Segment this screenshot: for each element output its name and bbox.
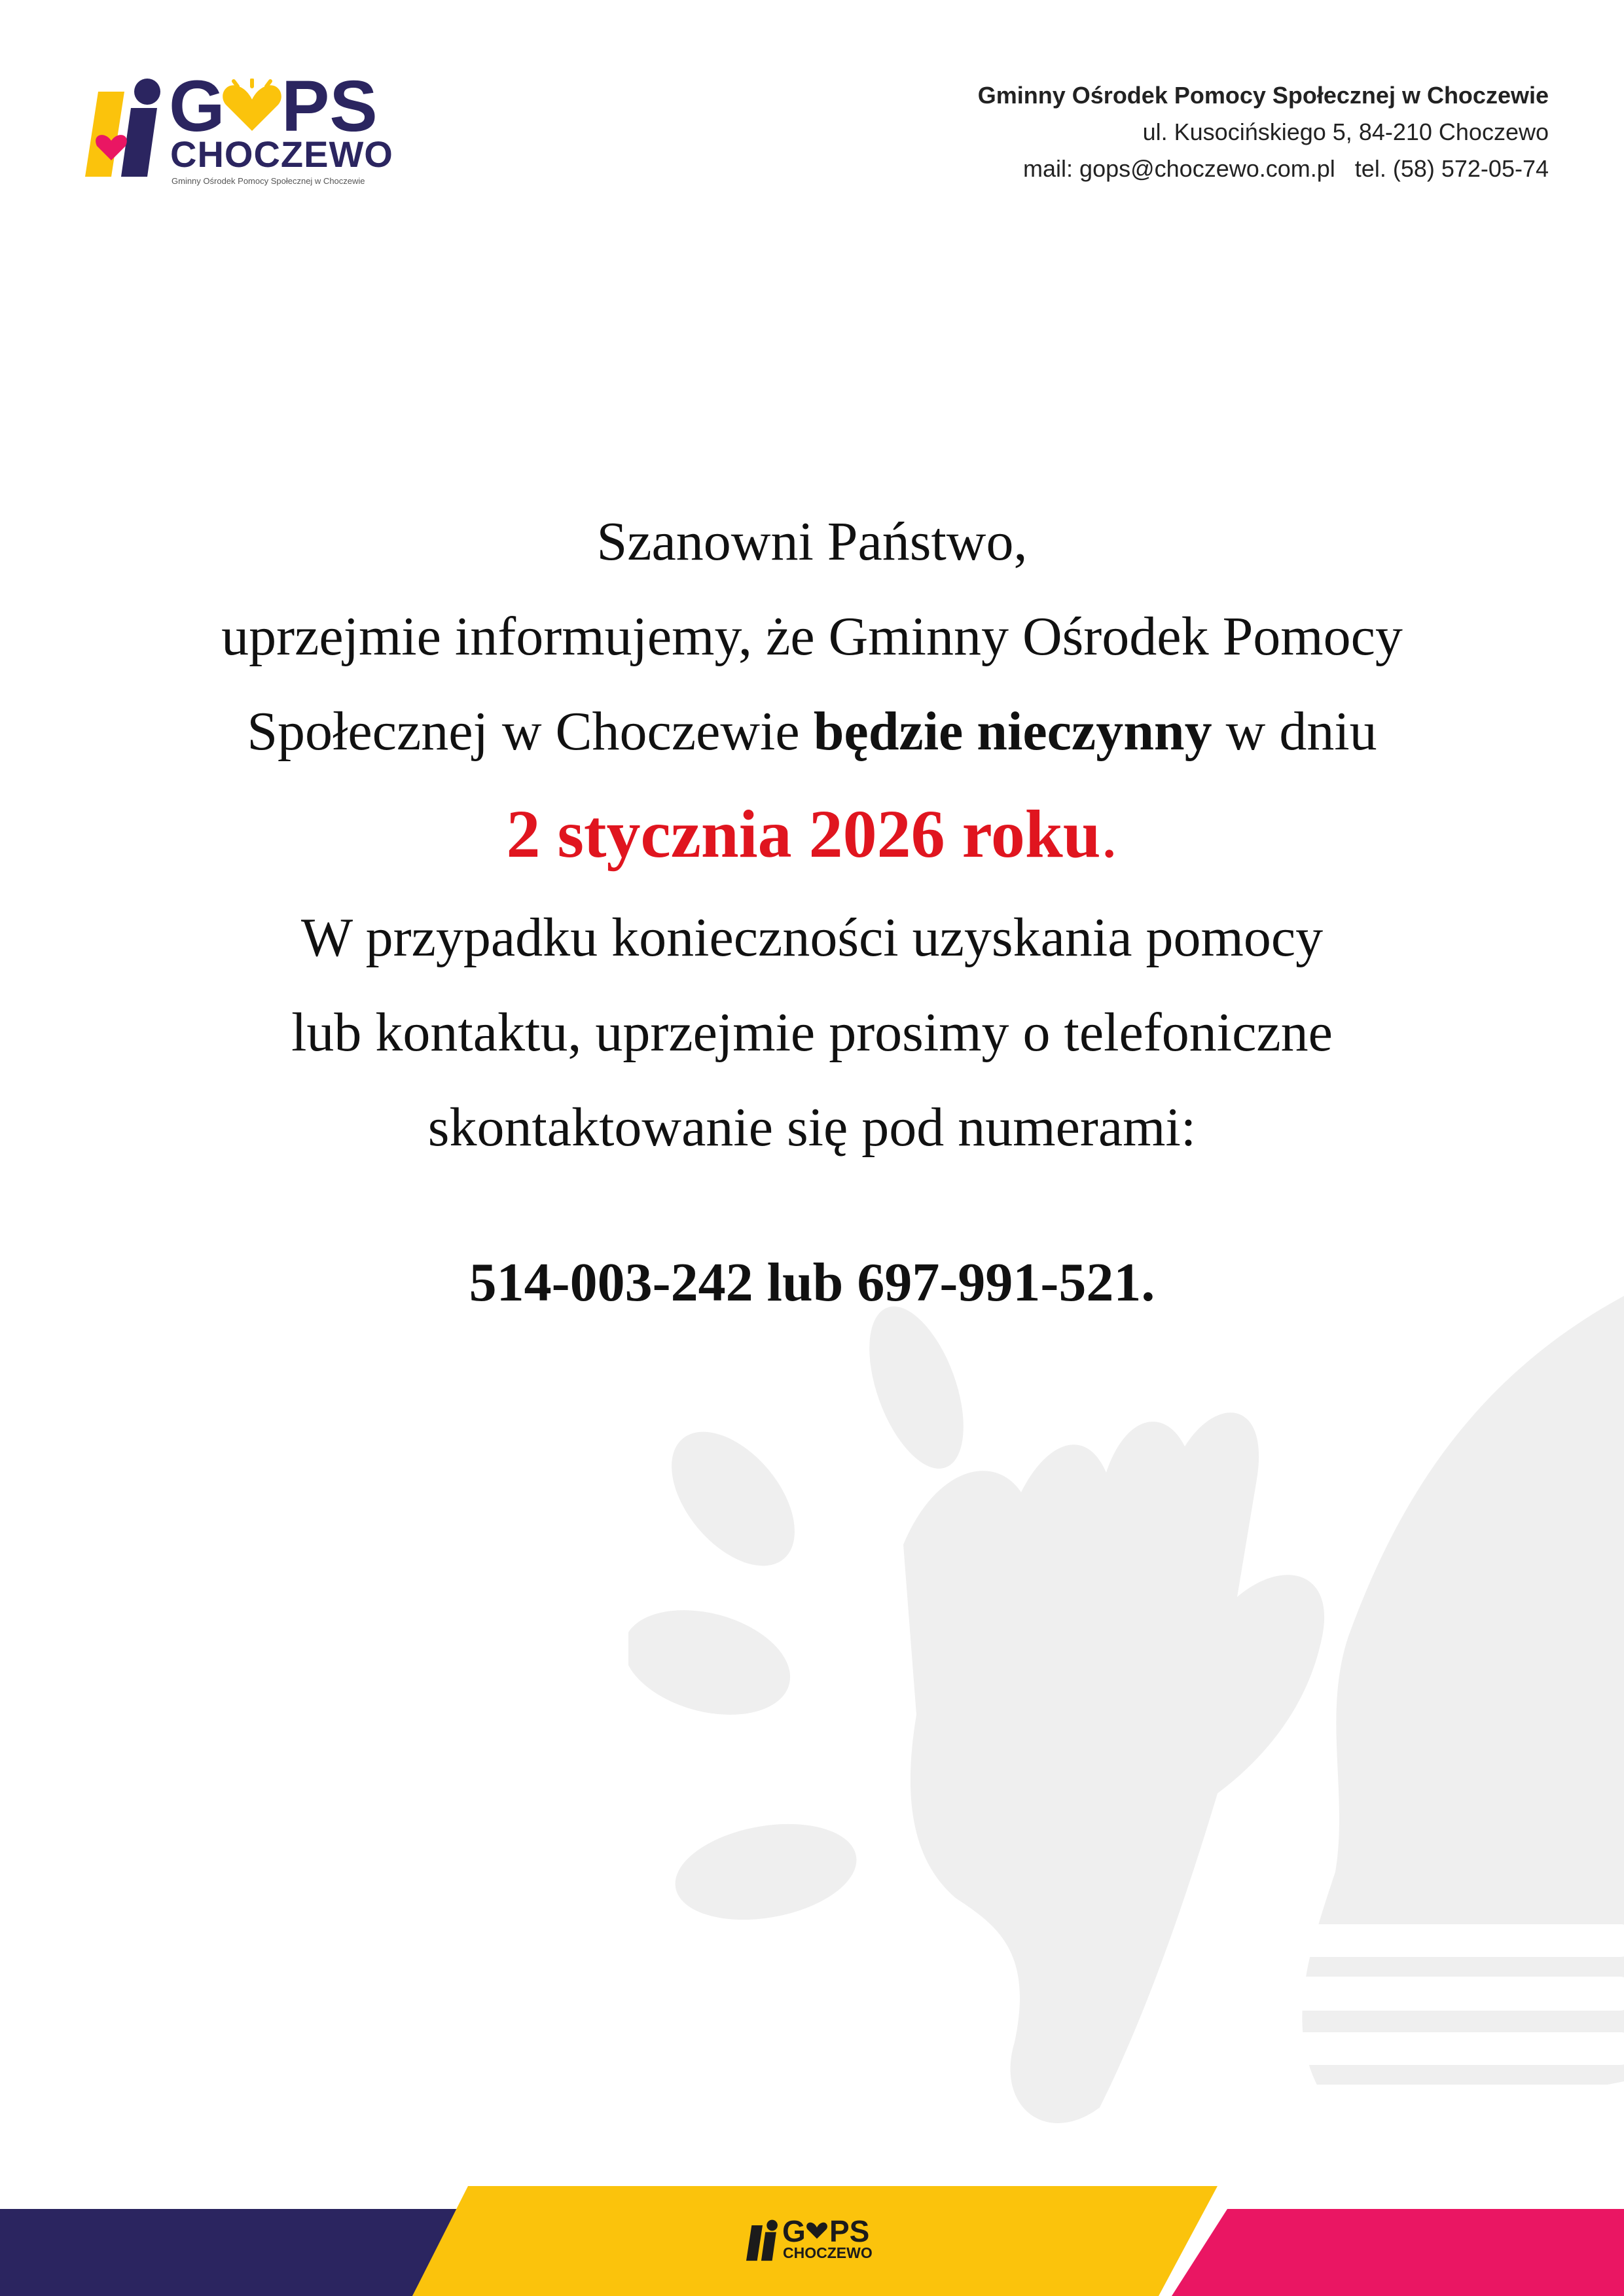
gops-logo: [85, 66, 393, 190]
mail-label: mail:: [1023, 155, 1074, 182]
notice-line-4: lub kontaktu, uprzejmie prosimy o telefoniczne: [291, 1002, 1333, 1063]
footer-logo: [746, 2214, 884, 2268]
logo-letter-g: G: [169, 66, 225, 147]
notice-line-2-start: Społecznej w Choczewie: [247, 701, 800, 762]
org-contact-block: [978, 77, 1549, 187]
hands-watermark: [628, 1296, 1624, 2212]
closure-date-dot: .: [1100, 797, 1118, 872]
logo-city: CHOCZEWO: [170, 134, 393, 175]
footer-logo-city: CHOCZEWO: [783, 2244, 873, 2261]
heart-sun-icon: [219, 79, 285, 137]
org-address: ul. Kusocińskiego 5, 84-210 Choczewo: [1142, 118, 1549, 145]
tel-label: tel.: [1354, 155, 1386, 182]
org-name: Gminny Ośrodek Pomocy Społecznej w Choczewie: [977, 82, 1549, 109]
tel-number: (58) 572-05-74: [1392, 155, 1549, 182]
logo-tagline: Gminny Ośrodek Pomocy Społecznej w Choczewie: [171, 176, 365, 186]
heart-icon: [805, 2220, 829, 2241]
notice-line-3: W przypadku konieczności uzyskania pomocy: [300, 907, 1324, 968]
person-heart-icon: [746, 2219, 779, 2265]
closure-date-text: 2 stycznia 2026 roku: [506, 797, 1101, 872]
greeting: Szanowni Państwo,: [596, 511, 1028, 572]
notice-line-2: [118, 684, 1506, 779]
notice-line-5: skontaktowanie się pod numerami:: [427, 1097, 1197, 1158]
closed-emphasis: będzie nieczynny: [813, 701, 1212, 762]
footer-logo-ps: PS: [829, 2214, 870, 2248]
closure-notice: [118, 494, 1506, 1325]
phone-numbers: 514-003-242 lub 697-991-521.: [469, 1252, 1155, 1313]
mail-link[interactable]: gops@choczewo.com.pl: [1079, 155, 1335, 182]
logo-letters-ps: PS: [281, 66, 378, 147]
org-contact-line: [978, 151, 1549, 187]
footer-logo-g: G: [782, 2214, 806, 2248]
notice-line-1: uprzejmie informujemy, że Gminny Ośrodek Pomocy: [221, 606, 1403, 667]
notice-line-2-end: w dniu: [1225, 701, 1377, 762]
person-heart-icon: [85, 79, 164, 183]
closure-date: [118, 779, 1506, 890]
